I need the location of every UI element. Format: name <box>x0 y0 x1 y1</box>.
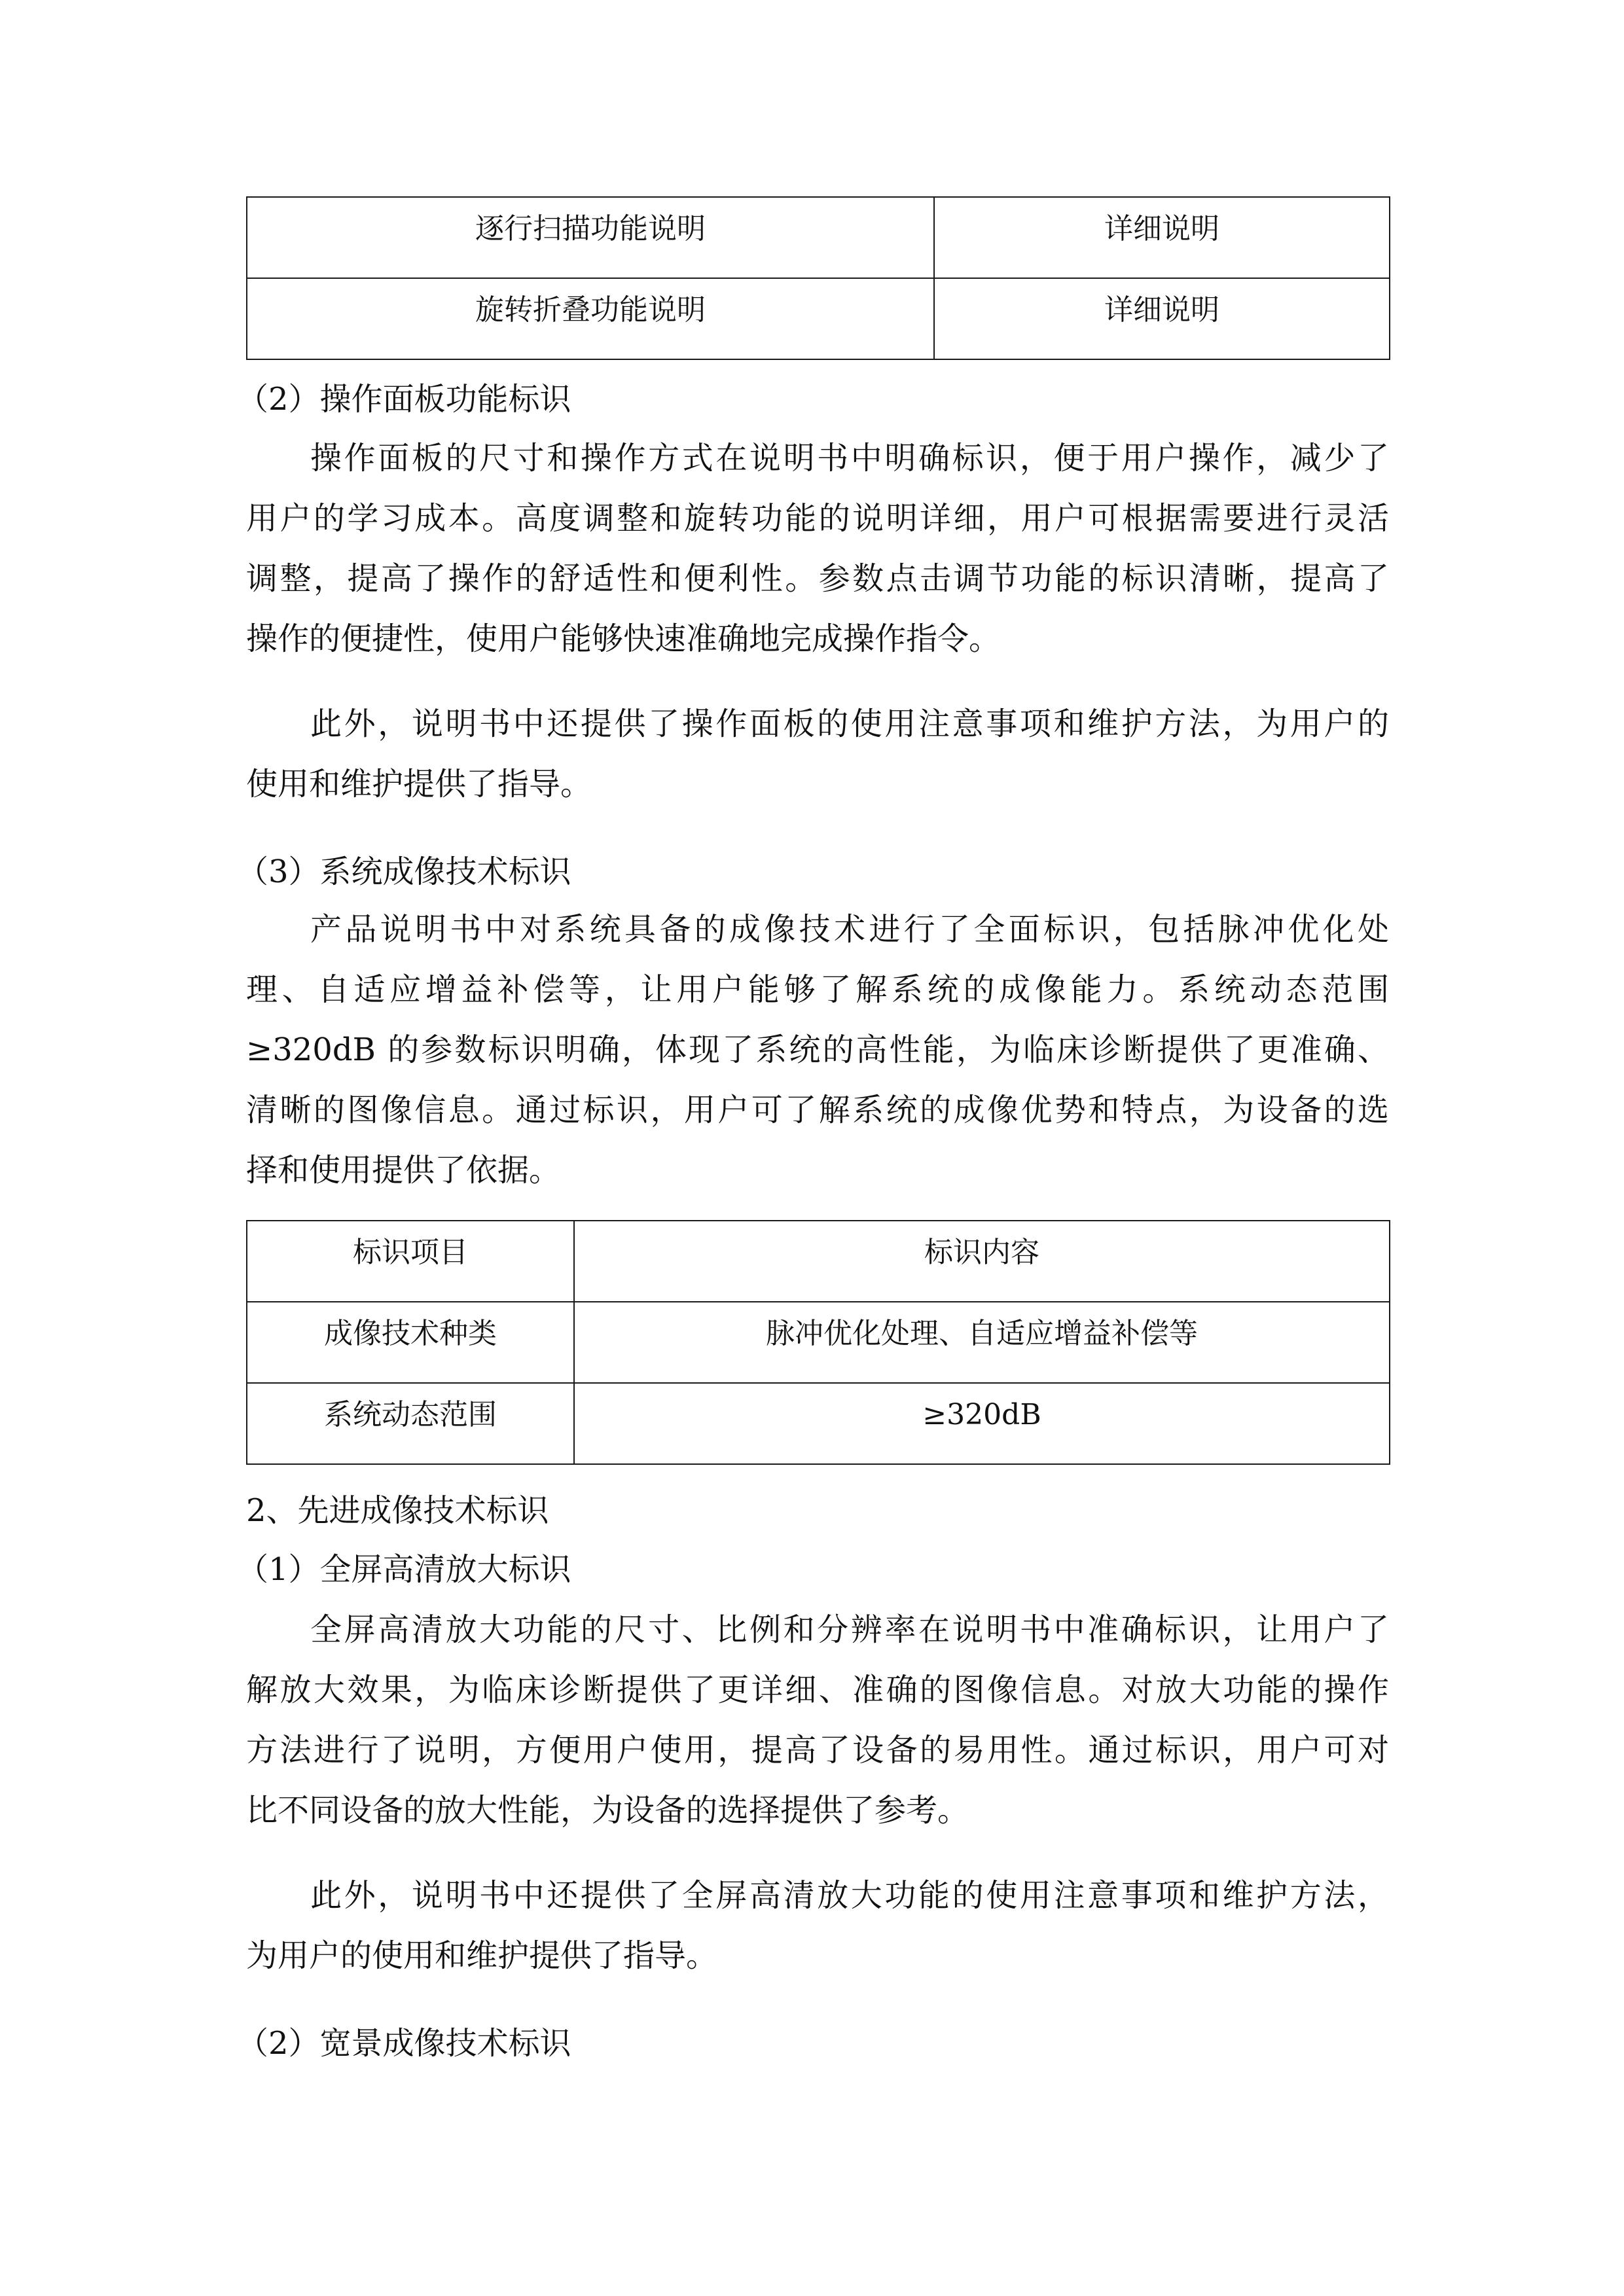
table-cell: 脉冲优化处理、自适应增益补偿等 <box>574 1302 1390 1383</box>
paragraph-line: 方法进行了说明，方便用户使用，提高了设备的易用性。通过标识，用户可对 <box>246 1732 1389 1768</box>
paragraph-line: 比不同设备的放大性能，为设备的选择提供了参考。 <box>246 1792 969 1829</box>
table-row <box>247 197 1390 278</box>
paragraph-line: 调整，提高了操作的舒适性和便利性。参数点击调节功能的标识清晰，提高了 <box>246 560 1389 597</box>
paragraph-line: 使用和维护提供了指导。 <box>246 766 592 802</box>
table-cell: 成像技术种类 <box>247 1302 574 1383</box>
paragraph-line: 操作的便捷性，使用户能够快速准确地完成操作指令。 <box>246 620 1001 657</box>
paragraph-line: 操作面板的尺寸和操作方式在说明书中明确标识，便于用户操作，减少了 <box>310 440 1389 476</box>
paragraph-line: 产品说明书中对系统具备的成像技术进行了全面标识，包括脉冲优化处 <box>310 911 1389 948</box>
paragraph-line: 用户的学习成本。高度调整和旋转功能的说明详细，用户可根据需要进行灵活 <box>246 500 1389 537</box>
table-header-cell: 标识项目 <box>247 1221 574 1302</box>
section-heading: （2）宽景成像技术标识 <box>237 2025 571 2062</box>
paragraph-line: 择和使用提供了依据。 <box>246 1152 561 1189</box>
table-cell: 系统动态范围 <box>247 1383 574 1464</box>
table-cell: 旋转折叠功能说明 <box>247 278 934 359</box>
function-table <box>246 196 1390 360</box>
paragraph-line: 清晰的图像信息。通过标识，用户可了解系统的成像优势和特点，为设备的选 <box>246 1092 1389 1128</box>
imaging-spec-table <box>246 1220 1390 1465</box>
table-header-cell: 标识内容 <box>574 1221 1390 1302</box>
table-row <box>247 1383 1390 1464</box>
table-row <box>247 278 1390 359</box>
table-cell: ≥320dB <box>574 1383 1390 1464</box>
paragraph-line: 此外，说明书中还提供了操作面板的使用注意事项和维护方法，为用户的 <box>310 706 1389 742</box>
table-cell: 详细说明 <box>934 197 1390 278</box>
paragraph-line: 解放大效果，为临床诊断提供了更详细、准确的图像信息。对放大功能的操作 <box>246 1672 1389 1708</box>
section-heading: （1）全屏高清放大标识 <box>237 1551 571 1588</box>
table-cell: 逐行扫描功能说明 <box>247 197 934 278</box>
table-row <box>247 1302 1390 1383</box>
paragraph-line: 理、自适应增益补偿等，让用户能够了解系统的成像能力。系统动态范围 <box>246 971 1389 1008</box>
paragraph-line: 此外，说明书中还提供了全屏高清放大功能的使用注意事项和维护方法， <box>310 1877 1389 1914</box>
section-heading: （2）操作面板功能标识 <box>237 381 571 418</box>
paragraph-line: 为用户的使用和维护提供了指导。 <box>246 1937 718 1974</box>
table-cell: 详细说明 <box>934 278 1390 359</box>
section-heading: 2、先进成像技术标识 <box>246 1492 549 1529</box>
section-heading: （3）系统成像技术标识 <box>237 853 571 890</box>
paragraph-line: 全屏高清放大功能的尺寸、比例和分辨率在说明书中准确标识，让用户了 <box>310 1611 1389 1648</box>
paragraph-line: ≥320dB 的参数标识明确，体现了系统的高性能，为临床诊断提供了更准确、 <box>246 1031 1389 1068</box>
table-header-row <box>247 1221 1390 1302</box>
